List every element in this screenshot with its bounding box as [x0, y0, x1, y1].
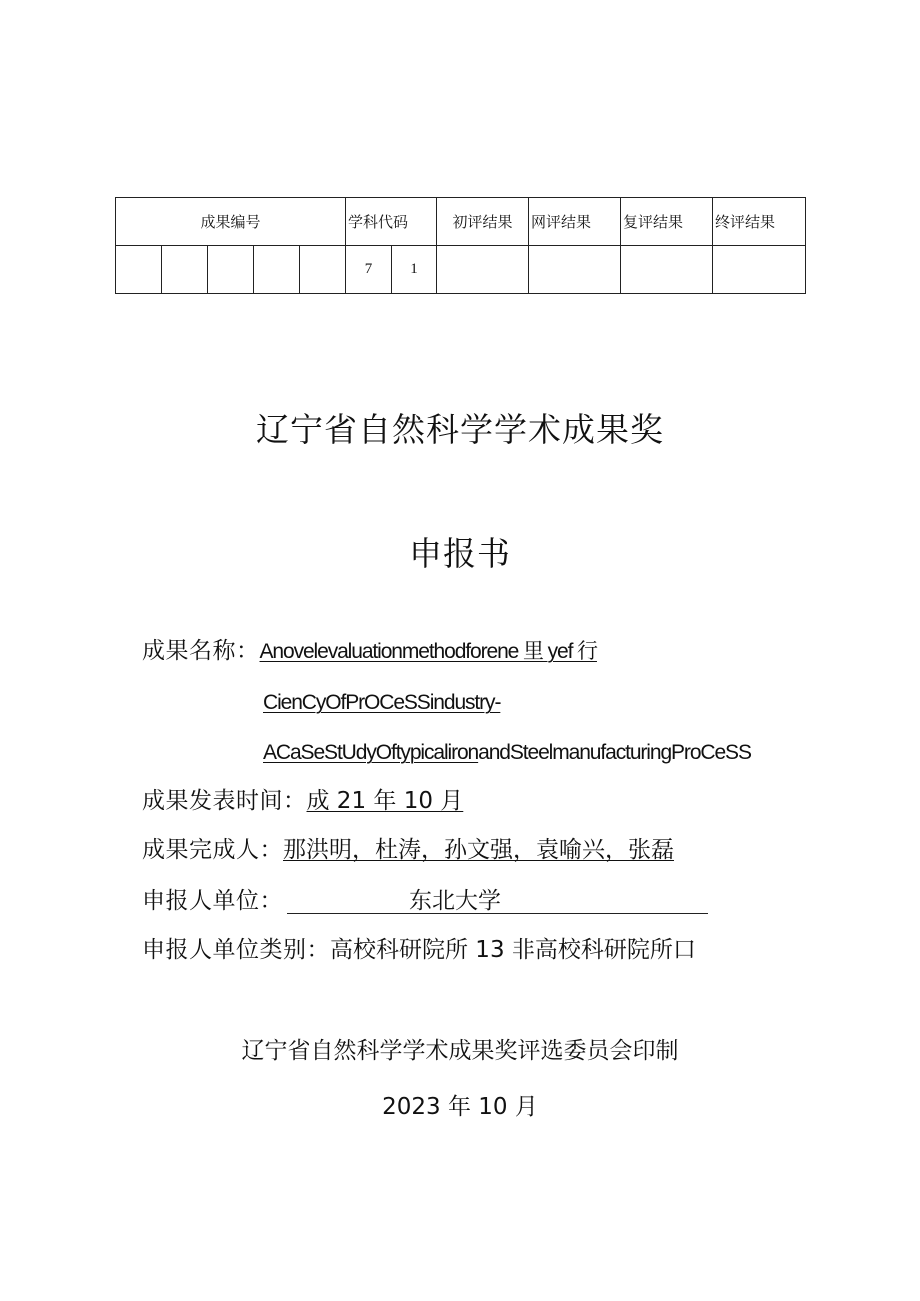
unit-type-label: 申报人单位类别： — [142, 937, 330, 963]
result-info-table — [115, 197, 806, 294]
result-code-cell — [208, 246, 254, 294]
review-result-cell — [621, 246, 713, 294]
unit-type-row — [142, 935, 696, 965]
result-code-cell — [116, 246, 162, 294]
final-result-header: 终评结果 — [713, 198, 806, 246]
result-name-label: 成果名称： — [142, 638, 260, 664]
review-result-header: 复评结果 — [621, 198, 713, 246]
authors-row — [142, 835, 674, 865]
authors-value: 那洪明，杜涛，孙文强，袁喻兴，张磊 — [283, 837, 674, 863]
result-code-cell — [162, 246, 208, 294]
subject-code-digit: 1 — [392, 246, 437, 294]
unit-type-value: 高校科研院所 13 非高校科研院所口 — [330, 937, 696, 963]
result-code-header: 成果编号 — [116, 198, 346, 246]
subject-code-header: 学科代码 — [346, 198, 437, 246]
result-name-line-2: CienCyOfPrOCeSSindustry- — [263, 691, 501, 714]
result-code-cell — [254, 246, 300, 294]
publish-date-row — [142, 786, 463, 816]
result-name-line-1: Anovelevaluationmethodforene 里 yef 行 — [259, 640, 597, 663]
publish-date-value: 成 21 年 10 月 — [306, 788, 464, 814]
issuing-organization: 辽宁省自然科学学术成果奖评选委员会印制 — [241, 1038, 679, 1064]
online-result-cell — [529, 246, 621, 294]
online-result-header: 网评结果 — [529, 198, 621, 246]
table-header-row — [116, 198, 806, 246]
award-title: 辽宁省自然科学学术成果奖 — [256, 410, 664, 449]
form-title: 申报书 — [409, 534, 511, 573]
applicant-unit-value: 东北大学 — [409, 888, 501, 914]
final-result-cell — [713, 246, 806, 294]
result-code-cell — [300, 246, 346, 294]
table-value-row — [116, 246, 806, 294]
applicant-unit-row — [142, 886, 708, 916]
applicant-unit-field — [283, 886, 708, 916]
publish-date-label: 成果发表时间： — [142, 788, 307, 814]
issue-date: 2023 年 10 月 — [382, 1094, 538, 1120]
result-name-line-2-row — [263, 688, 500, 718]
result-name-line-3a: ACaSeStUdyOftypicaliron — [263, 741, 479, 764]
initial-result-cell — [437, 246, 529, 294]
applicant-unit-label: 申报人单位： — [142, 888, 283, 914]
result-name-line-3b: andSteelmanufacturingProCeSS — [478, 741, 751, 764]
initial-result-header: 初评结果 — [437, 198, 529, 246]
authors-label: 成果完成人： — [142, 837, 283, 863]
result-name-line-3-row — [263, 738, 751, 768]
result-name-row — [142, 636, 597, 667]
subject-code-digit: 7 — [346, 246, 392, 294]
